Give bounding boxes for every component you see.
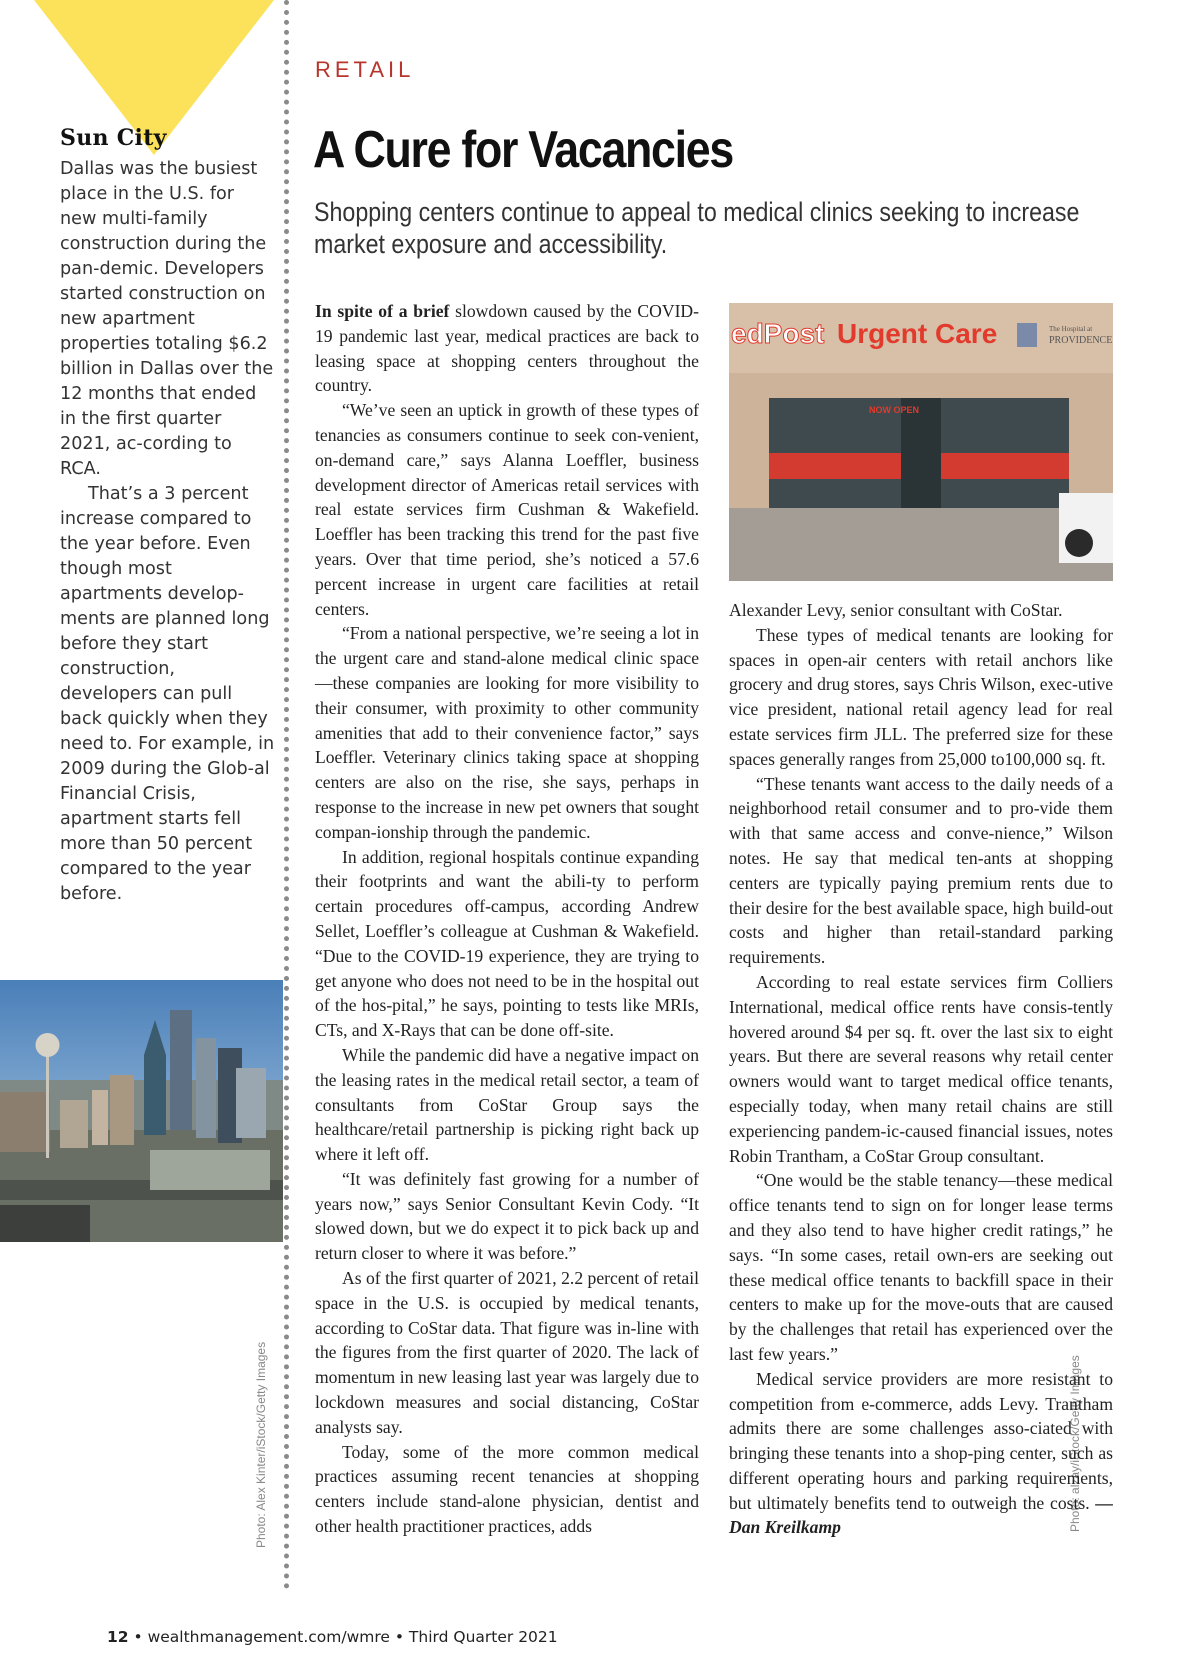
article-paragraph: These types of medical tenants are looking for spaces in open-air centers with retail anchors like grocery and drug stores, says Chris Wilson, exec-utive vice president, national retail agency lead for real estate services firm JLL. The preferred size for these spaces generally ranges from 25,000 to100,000 sq. ft. <box>729 624 1113 769</box>
article-paragraph: According to real estate services firm Colliers International, medical office rents have consis-tently hovered around $4 per sq. ft. over the last six to eight years. But there are several reasons why retail center owners would want to target medical office tenants, especially today, when many retail chains are still experiencing pandem-ic-caused financial issues, notes Robin Trantham, a CoStar Group consultant. <box>729 971 1113 1166</box>
photo-credit: Photo: Alex Kinter/iStock/Getty Images <box>254 1341 268 1548</box>
dallas-skyline-photo <box>0 980 283 1242</box>
lead-in: In spite of a brief <box>315 301 450 321</box>
page-footer <box>107 1628 558 1646</box>
article-paragraph <box>315 299 699 398</box>
affiliate-line-1: The Hospital at <box>1049 325 1093 333</box>
article-paragraph: Alexander Levy, senior consultant with CoStar. <box>729 600 1063 620</box>
article-paragraph: Today, some of the more common medical practices assuming recent tenancies at shopping centers include stand-alone physician, dentist and other health practitioner practices, adds <box>315 1441 699 1537</box>
dotted-divider <box>284 0 289 1590</box>
sidebar <box>60 125 275 907</box>
now-open-sign: NOW OPEN <box>869 405 920 415</box>
article-paragraph: In addition, regional hospitals continue expanding their footprints and want the abili-ty to perform certain procedures off-campus, according Andrew Sellet, Loeffler’s colleague at Cushman & Wakefield. “Due to the COVID-19 experience, they are trying to get anyone who does not need to be in the hospital out of the hos-pital,” he says, pointing to tests like MRIs, CTs, and X-Rays that can be done off-site. <box>315 846 699 1041</box>
page-number: 12 <box>107 1628 129 1646</box>
sidebar-title: Sun City <box>60 125 167 151</box>
urgent-care-storefront-photo <box>729 303 1113 581</box>
article-paragraph: “From a national perspective, we’re seeing a lot in the urgent care and stand-alone medical clinic space—these companies are looking for more visibility to their consumer, with proximity to other community amenities that add to their convenience factor,” says Loeffler. Veterinary clinics taking space at shopping centers are also on the rise, she says, perhaps in response to the increase in new pet owners that sought compan-ionship through the pandemic. <box>315 623 699 842</box>
article-paragraph: “These tenants want access to the daily needs of a neighborhood retail consumer and to pro-vide them with that same access and conve-nience,” Wilson notes. He say that medical ten-ants at shopping centers are typically paying premium rents due to their desire for the best available space, high build-out costs and higher than retail-standard parking requirements. <box>729 773 1113 968</box>
sign-left-text: edPost <box>731 318 825 349</box>
article-paragraph: While the pandemic did have a negative impact on the leasing rates in the medical retail sector, a team of consultants from CoStar Group says the healthcare/retail partnership is picking right back up where it left off. <box>315 1044 699 1165</box>
photo-credit: Photo: alzay/iStock/Getty Images <box>1068 1355 1082 1532</box>
lead-paragraph-text: slowdown caused by the COVID-19 pandemic last year, medical practices are back to leasing space at shopping centers throughout the country. <box>315 301 699 396</box>
sign-right-text: Urgent Care <box>837 318 998 349</box>
article-column-2 <box>729 598 1113 1540</box>
article-paragraph: “We’ve seen an uptick in growth of these types of tenancies as consumers continue to seek con-venient, on-demand care,” says Alanna Loeffler, business development director of Americas retail services with real estate services firm Cushman & Wakefield. Loeffler has been tracking this trend for the past five years. Over that time period, she’s noticed a 57.6 percent increase in urgent care facilities at retail centers. <box>315 400 699 619</box>
article-column-1 <box>315 299 699 1539</box>
closing-paragraph-text: Medical service providers are more resistant to competition from e-commerce, adds Levy. Trantham admits there are some challenges asso-ciated with bringing these tenants into a shop-ping center, such as different operating hours and parking requirements, but ultimately benefits tend to outweigh the costs. <box>729 1368 1113 1513</box>
sidebar-paragraph: Dallas was the busiest place in the U.S. for new multi-family construction during the pan-demic. Developers started construction on new apartment properties totaling $6.2 billion in Dallas over the 12 months that ended in the first quarter 2021, ac-cording to RCA. <box>60 159 274 479</box>
deck: Shopping centers continue to appeal to medical clinics seeking to increase market exposure and accessibility. <box>314 197 1080 259</box>
article-paragraph: “One would be the stable tenancy—these medical office tenants tend to sign on for longer lease terms and they also tend to have higher credit ratings,” he says. “In some cases, retail own-ers are seeking out these medical office tenants to backfill space in their centers to make up for the move-outs that are caused by the challenges that retail has experienced over the last few years.” <box>729 1170 1113 1364</box>
section-label: RETAIL <box>315 57 415 82</box>
article-paragraph: As of the first quarter of 2021, 2.2 percent of retail space in the U.S. is occupied by medical tenants, according to CoStar data. That figure was in-line with the figures from the first quarter of 2020. The lack of momentum in new leasing last year was largely due to lockdown measures and social distancing, CoStar analysts say. <box>315 1268 699 1437</box>
footer-text: • wealthmanagement.com/wmre • Third Quarter 2021 <box>128 1628 558 1646</box>
sidebar-paragraph: That’s a 3 percent increase compared to the year before. Even though most apartments develop-ments are planned long before they start construction, developers can pull back quickly when they need to. For example, in 2009 during the Glob-al Financial Crisis, apartment starts fell more than 50 percent compared to the year before. <box>60 484 275 904</box>
article-paragraph <box>729 1367 1113 1541</box>
article-paragraph: “It was definitely fast growing for a number of years now,” says Senior Consultant Kevin Cody. “It slowed down, but we do expect it to pick back up and return closer to where it was before.” <box>315 1168 699 1264</box>
headline: A Cure for Vacancies <box>313 121 733 179</box>
affiliate-line-2: PROVIDENCE <box>1049 335 1113 346</box>
byline: —Dan Kreilkamp <box>729 1492 1113 1538</box>
sidebar-body <box>60 157 275 907</box>
